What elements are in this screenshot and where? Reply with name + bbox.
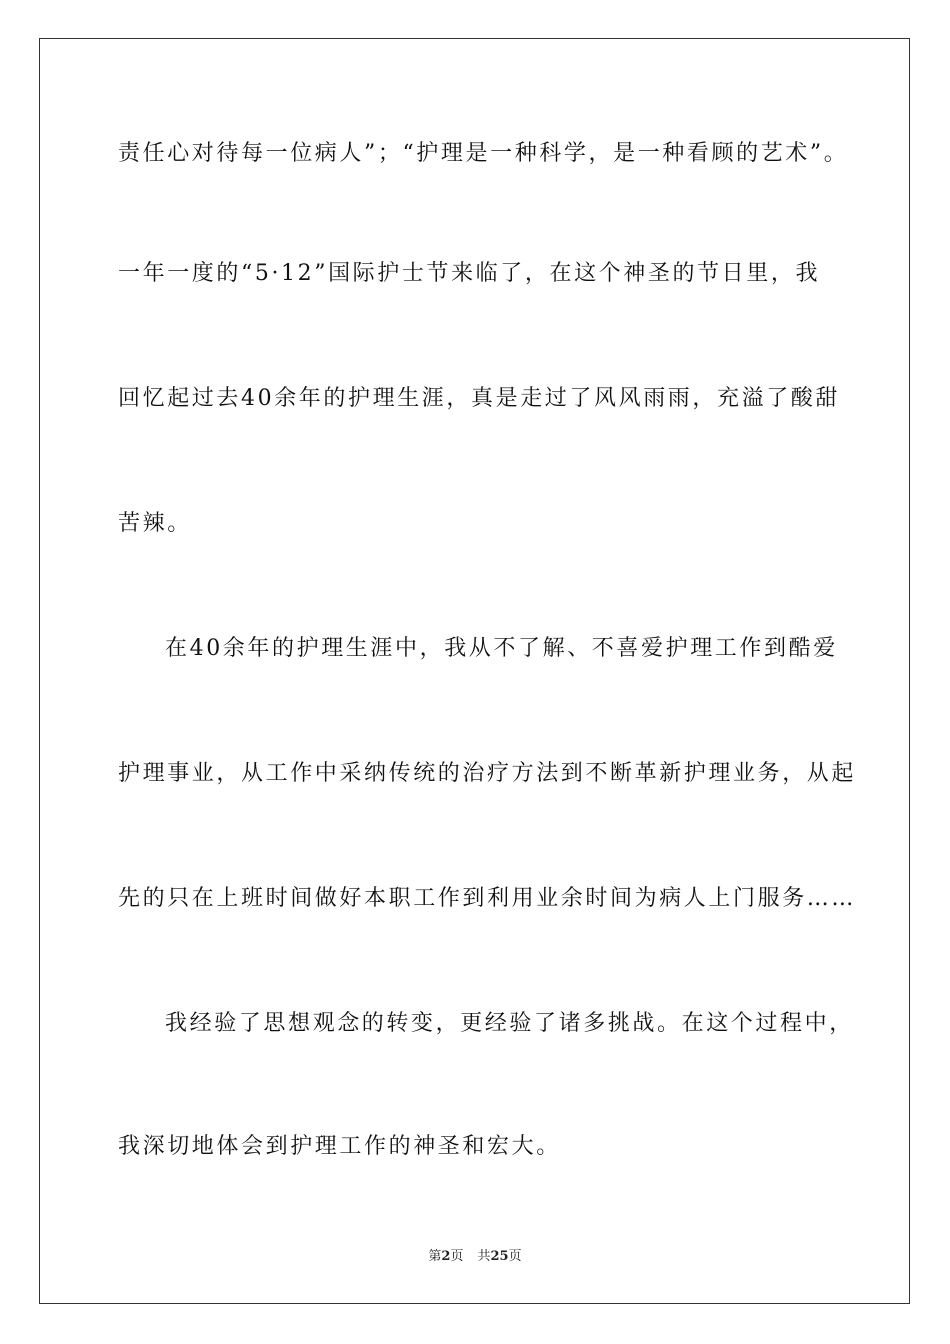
body-text-line: 我深切地体会到护理工作的神圣和宏大。 xyxy=(118,1134,561,1159)
body-text-line: 一年一度的“5·12”国际护士节来临了，在这个神圣的节日里，我 xyxy=(118,261,821,286)
page-label-prefix: 第 xyxy=(428,1249,442,1264)
body-text-line: 回忆起过去40余年的护理生涯，真是走过了风风雨雨，充溢了酸甜 xyxy=(118,386,840,411)
body-text-line: 苦辣。 xyxy=(118,511,192,536)
paragraph-start-line: 我经验了思想观念的转变，更经验了诸多挑战。在这个过程中， xyxy=(165,1011,854,1036)
total-label-suffix: 页 xyxy=(508,1249,522,1264)
body-text-line: 护理事业，从工作中采纳传统的治疗方法到不断革新护理业务，从起 xyxy=(118,761,857,786)
total-label-prefix: 共 xyxy=(477,1249,491,1264)
current-page-number: 2 xyxy=(441,1249,451,1264)
body-text-line: 先的只在上班时间做好本职工作到利用业余时间为病人上门服务…… xyxy=(118,886,857,911)
paragraph-start-line: 在40余年的护理生涯中，我从不了解、不喜爱护理工作到酷爱 xyxy=(165,636,838,661)
page-label-suffix: 页 xyxy=(450,1249,464,1264)
page-footer xyxy=(0,1248,950,1266)
page-border xyxy=(39,38,910,1304)
body-text-line: 责任心对待每一位病人”；“护理是一种科学，是一种看顾的艺术”。 xyxy=(118,141,849,166)
total-page-count: 25 xyxy=(490,1249,509,1264)
